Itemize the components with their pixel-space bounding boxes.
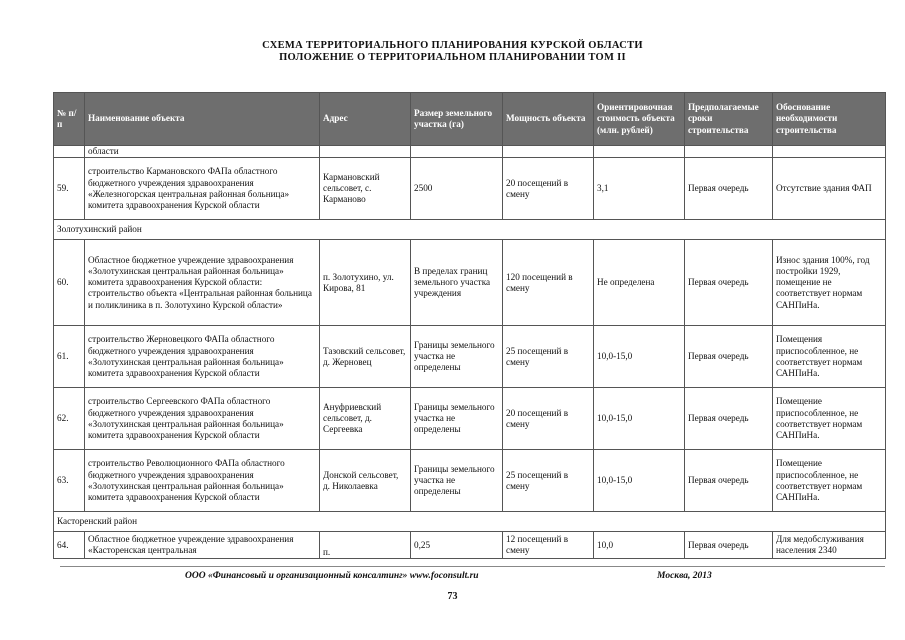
- col-header-reason: Обоснование необходимости строительства: [773, 93, 886, 146]
- cell-area: Границы земельного участка не определены: [411, 326, 503, 388]
- col-header-term: Предполагаемые сроки строительства: [685, 93, 773, 146]
- cell-address: Кармановский сельсовет, с. Карманово: [320, 158, 411, 220]
- table-row: [54, 532, 886, 559]
- cell-reason: Отсутствие здания ФАП: [773, 158, 886, 220]
- cell-address: Донской сельсовет, д. Николаевка: [320, 450, 411, 512]
- cell-name: Областное бюджетное учреждение здравоохранения «Касторенская центральная: [85, 532, 320, 559]
- cell-capacity: 12 посещений в смену: [503, 532, 594, 559]
- carryover-text: области: [85, 146, 320, 158]
- cell-cost: 10,0-15,0: [594, 450, 685, 512]
- cell-num: 61.: [54, 326, 85, 388]
- cell-area: Границы земельного участка не определены: [411, 450, 503, 512]
- objects-table: [53, 92, 886, 559]
- cell-capacity: 120 посещений в смену: [503, 240, 594, 326]
- cell-area: 2500: [411, 158, 503, 220]
- section-row: [54, 512, 886, 532]
- cell-term: Первая очередь: [685, 158, 773, 220]
- cell-term: Первая очередь: [685, 532, 773, 559]
- footer-company: ООО «Финансовый и организационный консалтинг» www.foconsult.ru: [185, 571, 479, 581]
- cell-num: 59.: [54, 158, 85, 220]
- page-number: 73: [447, 591, 458, 602]
- cell-cost: 10,0-15,0: [594, 388, 685, 450]
- table-row: [54, 450, 886, 512]
- cell-cost: 10,0: [594, 532, 685, 559]
- cell-term: Первая очередь: [685, 326, 773, 388]
- cell-term: Первая очередь: [685, 240, 773, 326]
- cell-area: В пределах границ земельного участка учреждения: [411, 240, 503, 326]
- cell-name: строительство Сергеевского ФАПа областного бюджетного учреждения здравоохранения «Золотухинская центральная районная больница» комитета здравоохранения Курской области: [85, 388, 320, 450]
- col-header-capacity: Мощность объекта: [503, 93, 594, 146]
- table-row: [54, 146, 886, 158]
- cell-name: строительство Революционного ФАПа областного бюджетного учреждения здравоохранения «Золотухинская центральная районная больница» комитета здравоохранения Курской области: [85, 450, 320, 512]
- cell-cost: 3,1: [594, 158, 685, 220]
- cell-reason: Помещение приспособленное, не соответствует нормам САНПиНа.: [773, 388, 886, 450]
- cell-term: Первая очередь: [685, 450, 773, 512]
- cell-cost: Не определена: [594, 240, 685, 326]
- cell-cost: 10,0-15,0: [594, 326, 685, 388]
- cell-num: 64.: [54, 532, 85, 559]
- cell-capacity: 20 посещений в смену: [503, 388, 594, 450]
- col-header-num: № п/п: [54, 93, 85, 146]
- cell-name: строительство Жерновецкого ФАПа областного бюджетного учреждения здравоохранения «Золотухинская центральная районная больница» комитета здравоохранения Курской области: [85, 326, 320, 388]
- cell-num: 60.: [54, 240, 85, 326]
- cell-num: 63.: [54, 450, 85, 512]
- cell-term: Первая очередь: [685, 388, 773, 450]
- cell-area: Границы земельного участка не определены: [411, 388, 503, 450]
- cell-reason: Для медобслуживания населения 2340: [773, 532, 886, 559]
- table-row: [54, 388, 886, 450]
- section-title: Золотухинский район: [54, 220, 886, 240]
- cell-capacity: 20 посещений в смену: [503, 158, 594, 220]
- document-title: СХЕМА ТЕРРИТОРИАЛЬНОГО ПЛАНИРОВАНИЯ КУРСКОЙ ОБЛАСТИ: [262, 40, 643, 51]
- section-row: [54, 220, 886, 240]
- cell-address: Тазовский сельсовет, д. Жерновец: [320, 326, 411, 388]
- footer-divider: [60, 566, 885, 567]
- cell-name: строительство Кармановского ФАПа областного бюджетного учреждения здравоохранения «Железногорская центральная районная больница» комитета здравоохранения Курской области: [85, 158, 320, 220]
- col-header-cost: Ориентировочная стоимость объекта (млн. рублей): [594, 93, 685, 146]
- cell-reason: Помещения приспособленное, не соответствует нормам САНПиНа.: [773, 326, 886, 388]
- document-subtitle: ПОЛОЖЕНИЕ О ТЕРРИТОРИАЛЬНОМ ПЛАНИРОВАНИИ ТОМ II: [279, 52, 626, 63]
- cell-address: п. Золотухино, ул. Кирова, 81: [320, 240, 411, 326]
- table-row: [54, 326, 886, 388]
- table-row: [54, 240, 886, 326]
- table-header-row: [54, 93, 886, 146]
- section-title: Касторенский район: [54, 512, 886, 532]
- cell-reason: Износ здания 100%, год постройки 1929, помещение не соответствует нормам САНПиНа.: [773, 240, 886, 326]
- footer-city-year: Москва, 2013: [657, 571, 712, 581]
- cell-name: Областное бюджетное учреждение здравоохранения «Золотухинская центральная районная больница» комитета здравоохранения Курской области: строительство объекта «Центральная районная больница и поликлиника в п. Золотухино Курской области»: [85, 240, 320, 326]
- col-header-address: Адрес: [320, 93, 411, 146]
- cell-address: п.: [320, 532, 411, 559]
- cell-area: 0,25: [411, 532, 503, 559]
- col-header-area: Размер земельного участка (га): [411, 93, 503, 146]
- cell-capacity: 25 посещений в смену: [503, 450, 594, 512]
- table-row: [54, 158, 886, 220]
- col-header-name: Наименование объекта: [85, 93, 320, 146]
- cell-num: 62.: [54, 388, 85, 450]
- cell-capacity: 25 посещений в смену: [503, 326, 594, 388]
- cell-address: Ануфриевский сельсовет, д. Сергеевка: [320, 388, 411, 450]
- cell-reason: Помещение приспособленное, не соответствует нормам САНПиНа.: [773, 450, 886, 512]
